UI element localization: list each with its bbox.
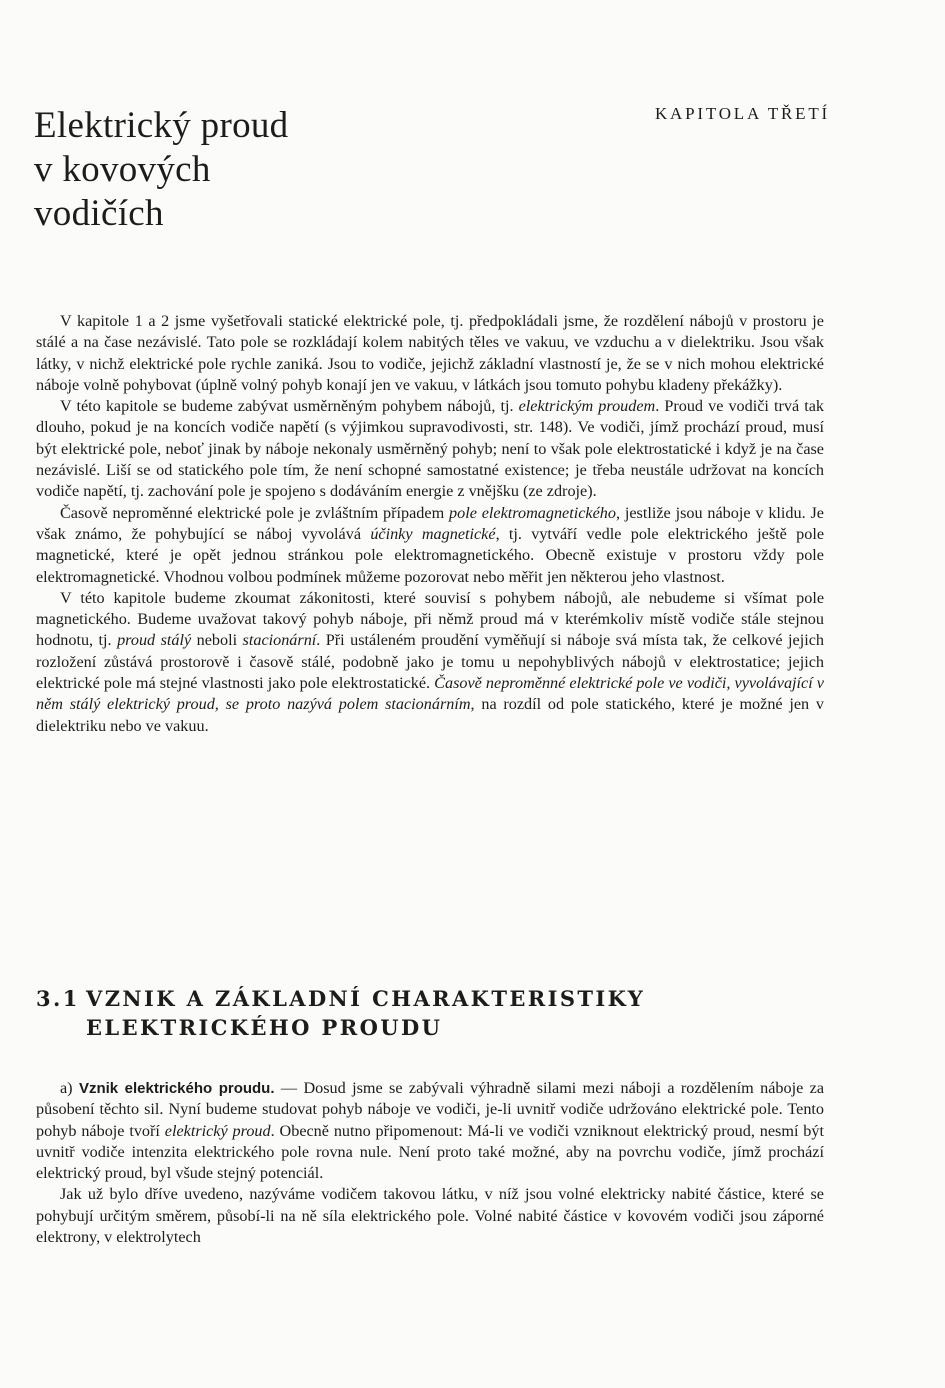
chapter-label: KAPITOLA TŘETÍ <box>654 104 830 123</box>
section-number: 3.1 <box>36 986 80 1011</box>
intro-paragraph-1 <box>36 311 824 396</box>
intro-p2-emphasis: elektrickým proudem <box>518 397 656 416</box>
intro-p4-text-d: , na rozdíl od pole statického, které je možné jen v dielektriku nebo ve vakuu. <box>36 695 824 735</box>
intro-p3-text-b: , jestliže jsou náboje v klidu. Je však známo, že pohybující se náboj vyvolává <box>36 503 824 543</box>
section-heading <box>36 984 824 1042</box>
section-paragraph-2 <box>36 1184 824 1248</box>
chapter-title-line-2: v kovových <box>34 149 211 190</box>
section-p1-text-a: — Dosud jsme se zabývali výhradně silami mezi náboji a rozdělením náboje za působení těchto sil. Nyní budeme studovat pohyb náboje ve vodiči, je-li uvnitř vodiče udržováno elektrické pole. Tento pohyb náboje tvoří <box>36 1079 825 1140</box>
chapter-title-line-1: Elektrický proud <box>34 105 289 146</box>
section-p1-label: a) <box>60 1079 79 1097</box>
intro-p1-text: V kapitole 1 a 2 jsme vyšetřovali statické elektrické pole, tj. předpokládali jsme, že rozdělení nábojů v prostoru je stálé a na čase nezávislé. Tato pole se rozkládají kolem nabitých těles ve vakuu, ve vzduchu a v dielektriku. Jsou však látky, v nichž elektrické pole rychle zaniká. Jsou to vodiče, jejichž základní vlastností je, že se v nich mohou elektrické náboje volně pohybovat (úplně volný pohyb konají jen ve vakuu, v látkách jsou tomuto pohybu kladeny překážky). <box>36 312 824 394</box>
section-p1-text-b: . Obecně nutno připomenout: Má-li ve vodiči vzniknout elektrický proud, nesmí být uvnitř vodiče intenzita elektrického pole rovna nule. Není proto také možné, aby na povrchu vodiče, jímž prochází elektrický proud, byl všude stejný potenciál. <box>36 1121 824 1183</box>
intro-p4-emphasis-3: Časově neproměnné elektrické pole ve vodiči, vyvolávající v něm stálý elektrický proud, se proto nazývá polem stacionárním <box>36 674 824 714</box>
intro-paragraph-3 <box>36 503 824 588</box>
intro-p4-text-c: . Při ustáleném proudění vyměňují si náboje svá místa tak, že celkové jejich rozložení zůstává prostorově i časově stálé, podobně jako je tomu u nepohyblivých nábojů v elektrostatice; jejich elektrické pole má stejné vlastnosti jako pole elektrostatické. <box>36 631 825 693</box>
section-title-line-2: ELEKTRICKÉHO PROUDU <box>86 1015 443 1040</box>
intro-p3-text-a: Časově neproměnné elektrické pole je zvláštním případem <box>60 503 450 522</box>
section-text <box>36 1078 824 1248</box>
intro-p2-text-b: . Proud ve vodiči trvá tak dlouho, pokud je na koncích vodiče napětí (s výjimkou supravodivosti, str. 148). Ve vodiči, jímž prochází proud, musí být elektrické pole, neboť jinak by náboje nekonaly usměrněný pohyb; není to však pole elektrostatické i když je na čase nezávislé. Liší se od statického pole tím, že není schopné samostatné existence; je třeba neustále udržovat na koncích vodiče napětí, tj. zachování pole je spojeno s dodáváním energie z vnějšku (ze zdroje). <box>36 397 824 501</box>
section-p1-emphasis: elektrický proud <box>164 1121 271 1140</box>
intro-p4-text-b: neboli <box>191 631 243 650</box>
section-p2-text: Jak už bylo dříve uvedeno, nazýváme vodičem takovou látku, v níž jsou volné elektricky nabité částice, které se pohybují určitým směrem, působí-li na ně síla elektrického pole. Volné nabité částice v kovovém vodiči jsou záporné elektrony, v elektrolytech <box>36 1185 824 1247</box>
intro-paragraph-2 <box>36 396 824 502</box>
intro-p2-text-a: V této kapitole se budeme zabývat usměrněným pohybem nábojů, tj. <box>60 397 519 416</box>
section-paragraph-1 <box>36 1078 824 1184</box>
chapter-title-line-3: vodičích <box>34 193 164 234</box>
intro-p4-emphasis-2: stacionární <box>242 631 317 650</box>
section-title-line-1: VZNIK A ZÁKLADNÍ CHARAKTERISTIKY <box>86 986 646 1011</box>
intro-paragraph-4 <box>36 588 824 737</box>
intro-p4-emphasis-1: proud stálý <box>117 631 192 650</box>
intro-p3-emphasis-2: účinky magnetické <box>370 524 496 543</box>
intro-p4-text-a: V této kapitole budeme zkoumat zákonitosti, které souvisí s pohybem nábojů, ale nebudeme si všímat pole magnetického. Budeme uvažovat takový pohyb náboje, při němž proud má v kterémkoliv místě vodiče stále stejnou hodnotu, tj. <box>36 588 824 650</box>
chapter-title <box>34 104 394 236</box>
intro-text <box>36 311 824 737</box>
intro-p3-emphasis-1: pole elektromagnetického <box>449 503 616 522</box>
section-p1-heading: Vznik elektrického proudu. <box>78 1080 275 1097</box>
intro-p3-text-c: , tj. vytváří vedle pole elektrického ještě pole magnetické, které je opět jednou stránkou pole elektromagnetického. Obecně existuje v prostoru vždy pole elektromagnetické. Vhodnou volbou podmínek můžeme pozorovat nebo měřit jen některou jeho vlastnost. <box>36 524 824 586</box>
